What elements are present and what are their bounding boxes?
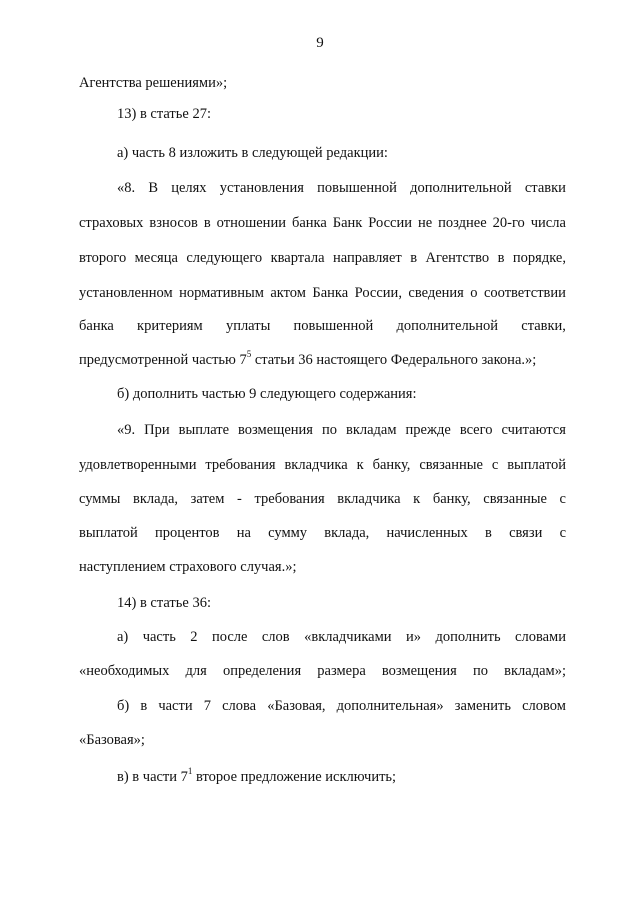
- word: требования: [205, 457, 276, 473]
- paragraph-9-line-5: наступлением страхового случая.»;: [79, 559, 297, 575]
- word: процентов: [155, 525, 220, 541]
- word: прежде: [405, 422, 451, 438]
- word: «вкладчиками: [304, 629, 392, 645]
- word: ставки: [524, 180, 566, 196]
- word: после: [211, 629, 248, 645]
- word: заменить: [454, 698, 511, 714]
- word: Банк: [332, 215, 363, 231]
- word: установления: [219, 180, 304, 196]
- word: второго: [79, 250, 127, 266]
- word: дополнительная»: [336, 698, 444, 714]
- word: банку,: [432, 491, 471, 507]
- word: б): [117, 698, 130, 714]
- article-13-heading: 13) в статье 27:: [117, 106, 211, 122]
- word: считаются: [501, 422, 566, 438]
- item-14b-line-2: «Базовая»;: [79, 732, 145, 748]
- word: в: [410, 250, 418, 266]
- word: дополнительной: [410, 180, 512, 196]
- paragraph-8-line-6: [79, 351, 566, 369]
- paragraph-8-line-4: [79, 284, 566, 302]
- word: критериям: [137, 318, 203, 334]
- paragraph-9-line-3: [79, 490, 566, 508]
- word: страховых: [79, 215, 144, 231]
- word: в: [485, 525, 492, 541]
- word: затем: [190, 491, 225, 507]
- word: банка: [291, 215, 327, 231]
- word: повышенной: [293, 318, 374, 334]
- word: взносов: [149, 215, 198, 231]
- word: дополнить: [435, 629, 501, 645]
- word: России,: [354, 285, 402, 301]
- word: актом: [270, 285, 306, 301]
- word: отношении: [216, 215, 286, 231]
- word: выплатой: [79, 525, 138, 541]
- word: соответствии: [483, 285, 566, 301]
- word: в: [140, 698, 148, 714]
- word: установленном: [79, 285, 173, 301]
- paragraph-8-line-3: [79, 249, 566, 267]
- word: целях: [171, 180, 207, 196]
- word: словом: [522, 698, 566, 714]
- word: возмещения: [381, 663, 457, 679]
- word: удовлетворенными: [79, 457, 197, 473]
- word: выплатой: [507, 457, 566, 473]
- word: сведения: [408, 285, 464, 301]
- superscript: 1: [187, 766, 193, 777]
- item-14v-line: [117, 768, 396, 786]
- word: связанные: [419, 457, 483, 473]
- word: Банка: [312, 285, 349, 301]
- word: всего: [459, 422, 493, 438]
- word: часть: [142, 629, 176, 645]
- word: вкладам: [345, 422, 397, 438]
- word: возмещения: [238, 422, 313, 438]
- item-a-heading: а) часть 8 изложить в следующей редакции:: [117, 145, 388, 161]
- word: начисленных: [386, 525, 468, 541]
- paragraph-8-line-5: [79, 317, 566, 335]
- word: В: [148, 180, 158, 196]
- text-fragment: предусмотренной частью 7: [79, 352, 247, 368]
- word: к: [356, 457, 364, 473]
- word: дополнительной: [396, 318, 499, 334]
- word: слов: [261, 629, 290, 645]
- word: о: [470, 285, 478, 301]
- word: направляет: [332, 250, 402, 266]
- word: связи: [509, 525, 543, 541]
- word: и»: [405, 629, 421, 645]
- word: сумму: [268, 525, 308, 541]
- word: связанные: [483, 491, 547, 507]
- paragraph-8-line-1: [117, 179, 566, 197]
- word: «8.: [117, 180, 136, 196]
- word: -: [237, 491, 242, 507]
- paragraph-8-line-2: [79, 214, 566, 232]
- word: 7: [203, 698, 211, 714]
- word: слова: [222, 698, 257, 714]
- word: ставки,: [521, 318, 566, 334]
- word: Агентство: [425, 250, 490, 266]
- word: порядке,: [512, 250, 566, 266]
- word: определения: [222, 663, 302, 679]
- word: «9.: [117, 422, 136, 438]
- word: следующего: [186, 250, 263, 266]
- word: вкладчика: [337, 491, 401, 507]
- word: «необходимых: [79, 663, 170, 679]
- word: с: [491, 457, 499, 473]
- word: на: [236, 525, 251, 541]
- item-14a-line-1: [117, 628, 566, 646]
- word: к: [413, 491, 421, 507]
- word: вкладам»;: [504, 663, 566, 679]
- paragraph-9-line-4: [79, 524, 566, 542]
- superscript: 5: [246, 349, 252, 360]
- word: вклада,: [133, 491, 179, 507]
- word: позднее: [438, 215, 487, 231]
- word: числа: [530, 215, 566, 231]
- word: не: [417, 215, 433, 231]
- word: требования: [254, 491, 325, 507]
- word: квартала: [270, 250, 325, 266]
- word: словами: [515, 629, 566, 645]
- word: выплате: [178, 422, 230, 438]
- word: банка: [79, 318, 114, 334]
- word: в: [203, 215, 211, 231]
- word: суммы: [79, 491, 121, 507]
- item-14a-line-2: [79, 662, 566, 680]
- word: части: [158, 698, 193, 714]
- word: уплаты: [225, 318, 271, 334]
- word: «Базовая,: [267, 698, 326, 714]
- word: месяца: [134, 250, 178, 266]
- word: а): [117, 629, 129, 645]
- word: размера: [317, 663, 366, 679]
- item-b-heading: б) дополнить частью 9 следующего содержания:: [117, 386, 417, 402]
- word: с: [559, 491, 566, 507]
- word: для: [185, 663, 207, 679]
- word: с: [559, 525, 566, 541]
- word: 2: [190, 629, 198, 645]
- word: по: [472, 663, 488, 679]
- word: повышенной: [317, 180, 397, 196]
- text-fragment: второе предложение исключить;: [192, 769, 397, 785]
- article-14-heading: 14) в статье 36:: [117, 595, 211, 611]
- word: нормативным: [179, 285, 264, 301]
- paragraph-9-line-2: [79, 456, 566, 474]
- word: России: [368, 215, 413, 231]
- word: 20-го: [492, 215, 525, 231]
- item-14b-line-1: [117, 697, 566, 715]
- paragraph-9-line-1: [117, 421, 566, 439]
- word: по: [321, 422, 337, 438]
- text-line-1: Агентства решениями»;: [79, 75, 228, 91]
- text-fragment: статьи 36 настоящего Федерального закона.»;: [251, 352, 537, 368]
- word: банку,: [372, 457, 411, 473]
- page-number: 9: [316, 35, 324, 51]
- word: вкладчика: [284, 457, 348, 473]
- text-fragment: в) в части 7: [117, 769, 188, 785]
- word: вклада,: [324, 525, 370, 541]
- word: При: [144, 422, 170, 438]
- word: в: [497, 250, 505, 266]
